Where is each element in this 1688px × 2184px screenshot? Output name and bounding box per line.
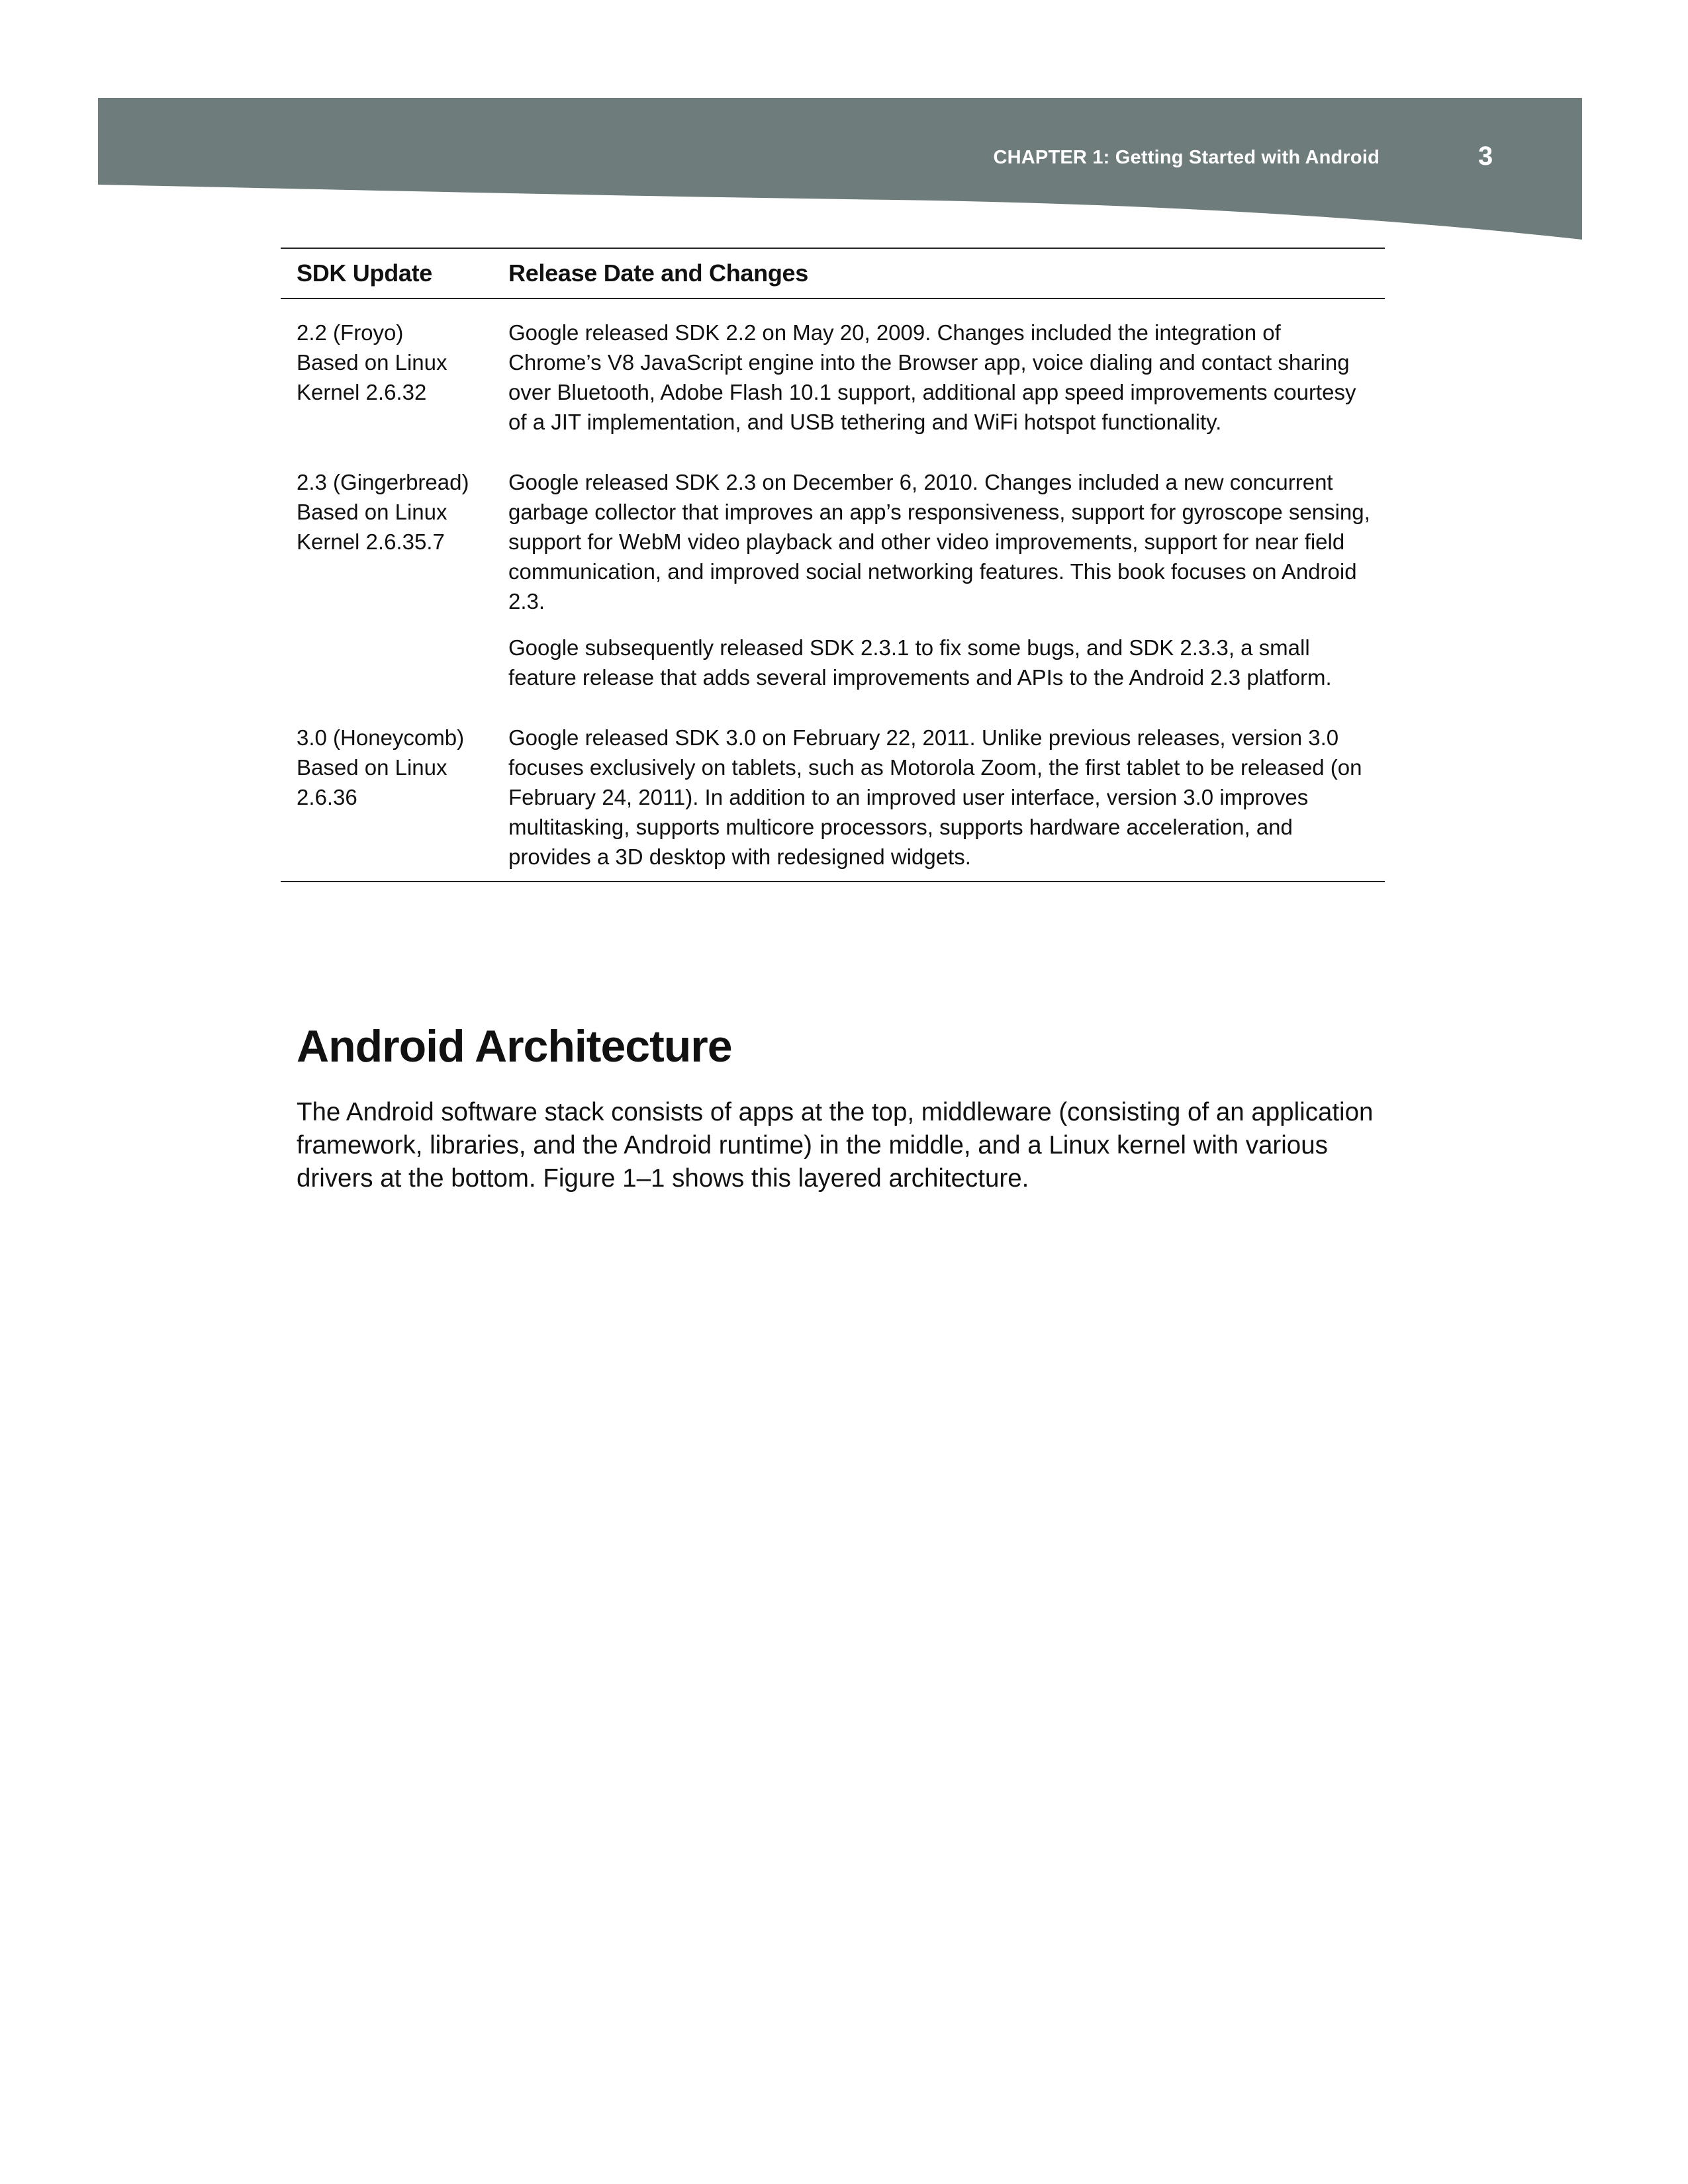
- sdk-version-cell: [281, 723, 508, 872]
- release-changes-paragraph: Google released SDK 2.3 on December 6, 2010. Changes included a new concurrent garbage collector that improves an app’s responsiveness, support for gyroscope sensing, support for WebM video playback and other video improvements, support for near field communication, and improved social networking features. This book focuses on Android 2.3.: [508, 470, 1370, 614]
- column-header-sdk-update: SDK Update: [297, 259, 433, 287]
- sdk-version-text: 2.2 (Froyo) Based on Linux Kernel 2.6.32: [297, 320, 447, 404]
- release-changes-cell: [508, 318, 1385, 437]
- header-band-path: [98, 98, 1582, 240]
- table-row: [281, 467, 1385, 692]
- sdk-version-cell: [281, 318, 508, 437]
- sdk-version-text: 3.0 (Honeycomb) Based on Linux 2.6.36: [297, 725, 465, 809]
- table-body: [281, 299, 1385, 881]
- sdk-version-cell: [281, 467, 508, 692]
- sdk-release-table: [281, 248, 1385, 882]
- release-changes-paragraph: Google released SDK 3.0 on February 22, 2011. Unlike previous releases, version 3.0 focuses exclusively on tablets, such as Motorola Zoom, the first tablet to be released (on February 24, 2011). In addition to an improved user interface, version 3.0 improves multitasking, supports multicore processors, supports hardware acceleration, and provides a 3D desktop with redesigned widgets.: [508, 725, 1362, 869]
- table-row: [281, 723, 1385, 872]
- section-heading: Android Architecture: [297, 1021, 732, 1071]
- table-header: [281, 249, 1385, 299]
- release-changes-paragraph: Google subsequently released SDK 2.3.1 to fix some bugs, and SDK 2.3.3, a small feature release that adds several improvements and APIs to the Android 2.3 platform.: [508, 635, 1332, 690]
- table-row: [281, 318, 1385, 437]
- chapter-header-band: [0, 0, 1688, 251]
- column-header-release-date: Release Date and Changes: [508, 259, 808, 287]
- release-changes-cell: [508, 467, 1385, 692]
- release-changes-cell: [508, 723, 1385, 872]
- release-changes-paragraph: Google released SDK 2.2 on May 20, 2009. Changes included the integration of Chrome’s V8 JavaScript engine into the Browser app, voice dialing and contact sharing over Bluetooth, Adobe Flash 10.1 support, additional app speed improvements courtesy of a JIT implementation, and USB tethering and WiFi hotspot functionality.: [508, 320, 1356, 434]
- chapter-title: CHAPTER 1: Getting Started with Android: [993, 147, 1380, 168]
- page-number: 3: [1478, 142, 1493, 171]
- header-band-shape: [0, 0, 1688, 251]
- sdk-version-text: 2.3 (Gingerbread) Based on Linux Kernel 2.6.35.7: [297, 470, 469, 554]
- section-body-paragraph: The Android software stack consists of apps at the top, middleware (consisting of an application framework, libraries, and the Android runtime) in the middle, and a Linux kernel with various drivers at the bottom. Figure 1–1 shows this layered architecture.: [297, 1098, 1374, 1193]
